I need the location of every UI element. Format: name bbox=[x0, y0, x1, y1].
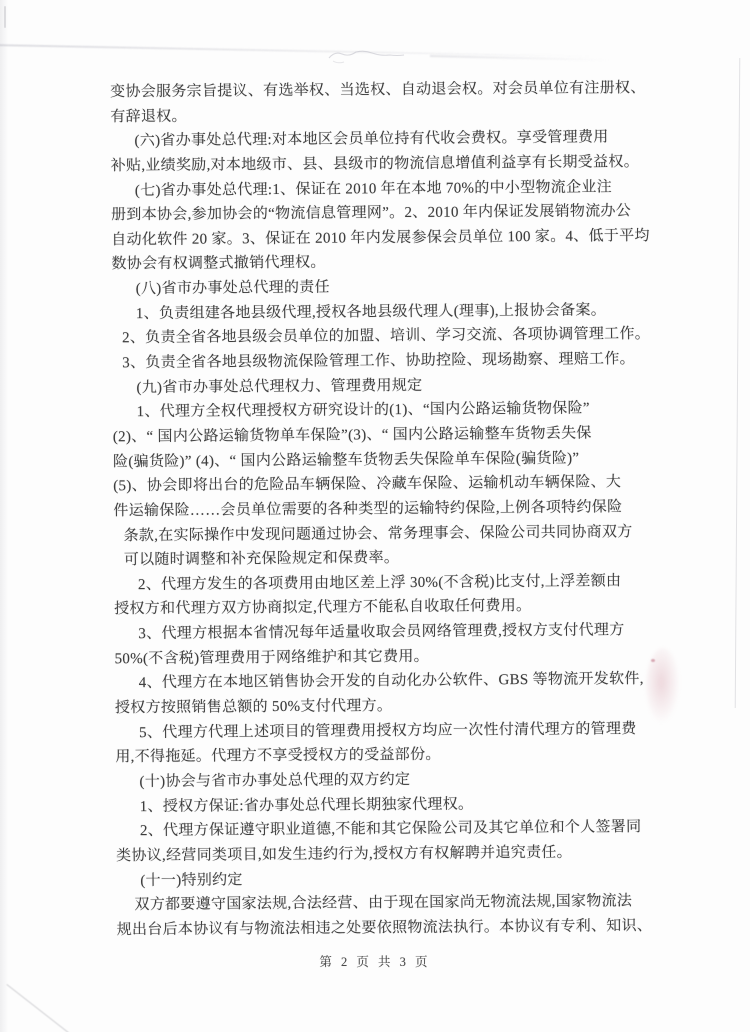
text-line: 补贴,业绩奖励,对本地级市、县、县级市的物流信息增值利益享有长期受益权。 bbox=[110, 154, 640, 175]
text-line: 册到本协会,参加协会的“物流信息管理网”。2、2010 年内保证发展销物流办公 bbox=[111, 203, 632, 224]
text-line: 1、负责组建各地县级代理,授权各地县级代理人(理事),上报协会备案。 bbox=[135, 302, 607, 322]
text-line: 数协会有权调整式撤销代理权。 bbox=[111, 255, 326, 273]
text-line: 可以随时调整和补充保险规定和保费率。 bbox=[123, 550, 400, 569]
text-line: 双方都要遵守国家法规,合法经营、由于现在国家尚无物流法规,国家物流法 bbox=[134, 893, 633, 914]
text-line: 2、代理方发生的各项费用由地区差上浮 30%(不含税)比支付,上浮差额由 bbox=[137, 573, 622, 593]
text-line: 规出台后本协议有与物流法相违之处要依照物流法执行。本协议有专利、知识、 bbox=[116, 917, 653, 939]
scan-left-edge-shadow bbox=[0, 0, 8, 1032]
text-line: 4、代理方在本地区销售协会开发的自动化办公软件、GBS 等物流开发软件, bbox=[138, 671, 644, 692]
page-number: 第 2 页 共 3 页 bbox=[319, 955, 431, 969]
scan-edge-mark bbox=[4, 6, 6, 28]
text-line: (八)省市办事处总代理的责任 bbox=[135, 279, 330, 298]
text-line: 件运输保险……会员单位需要的各种类型的运输特约保险,上例各项特约保险 bbox=[113, 499, 623, 520]
text-line: 条款,在实际操作中发现问题通过协会、常务理事会、保险公司共同协商双方 bbox=[123, 523, 633, 544]
text-line: (九)省市办事处总代理权力、管理费用规定 bbox=[136, 377, 423, 396]
text-line: 类协议,经营同类项目,如发生违约行为,授权方有权解聘并追究责任。 bbox=[116, 844, 573, 865]
text-line: 3、负责全省各地县级物流保险管理工作、协助控险、现场勘察、理赔工作。 bbox=[122, 351, 635, 372]
text-line: (十一)特别约定 bbox=[140, 871, 243, 889]
page-fold-line bbox=[735, 58, 741, 708]
text-line: 授权方和代理方双方协商拟定,代理方不能私自收取任何费用。 bbox=[114, 598, 532, 618]
text-line: 50%(不含税)管理费用于网络维护和其它费用。 bbox=[114, 648, 430, 668]
text-line: 变协会服务宗旨提议、有选举权、当选权、自动退会权。对会员单位有注册权、 bbox=[110, 80, 646, 101]
text-line: 5、代理方代理上述项目的管理费用授权方均应一次性付清代理方的管理费 bbox=[139, 720, 637, 741]
scan-top-shadow bbox=[0, 44, 592, 58]
text-line: 1、代理方全权代理授权方研究设计的(1)、“国内公路运输货物保险” bbox=[136, 400, 590, 421]
pencil-mark bbox=[323, 42, 413, 68]
text-line: 3、代理方根据本省情况每年适量收取会员网络管理费,授权方支付代理方 bbox=[138, 622, 625, 643]
document-body-text bbox=[110, 76, 665, 943]
text-line: (十)协会与省市办事处总代理的双方约定 bbox=[139, 771, 411, 791]
text-line: (5)、协会即将出台的危险品车辆保险、冷藏车保险、运输机动车辆保险、大 bbox=[113, 474, 622, 495]
text-line: 用,不得拖延。代理方不享受授权方的受益部份。 bbox=[115, 747, 441, 766]
text-line: 授权方按照销售总额的 50%支付代理方。 bbox=[114, 698, 393, 717]
text-line: 险(骗货险)” (4)、“ 国内公路运输整车货物丢失保险单车保险(骗货险)” bbox=[112, 450, 580, 470]
text-line: 有辞退权。 bbox=[110, 108, 187, 125]
text-line: (七)省办事处总代理:1、保证在 2010 年在本地 70%的中小型物流企业注 bbox=[134, 178, 613, 199]
text-line: 2、负责全省各地县级会员单位的加盟、培训、学习交流、各项协调管理工作。 bbox=[121, 326, 651, 347]
bottom-left-crease bbox=[6, 984, 71, 1032]
text-line: 2、代理方保证遵守职业道德,不能和其它保险公司及其它单位和个人签署同 bbox=[139, 819, 642, 840]
text-line: (六)省办事处总代理:对本地区会员单位持有代收会费权。享受管理费用 bbox=[134, 129, 609, 150]
text-line: 自动化软件 20 家。3、保证在 2010 年内发展参保会员单位 100 家。4、低于平均 bbox=[111, 227, 650, 249]
text-line: (2)、“ 国内公路运输货物单车保险”(3)、“ 国内公路运输整车货物丢失保 bbox=[112, 425, 592, 446]
text-line: 1、授权方保证:省办事处总代理长期独家代理权。 bbox=[139, 796, 474, 815]
